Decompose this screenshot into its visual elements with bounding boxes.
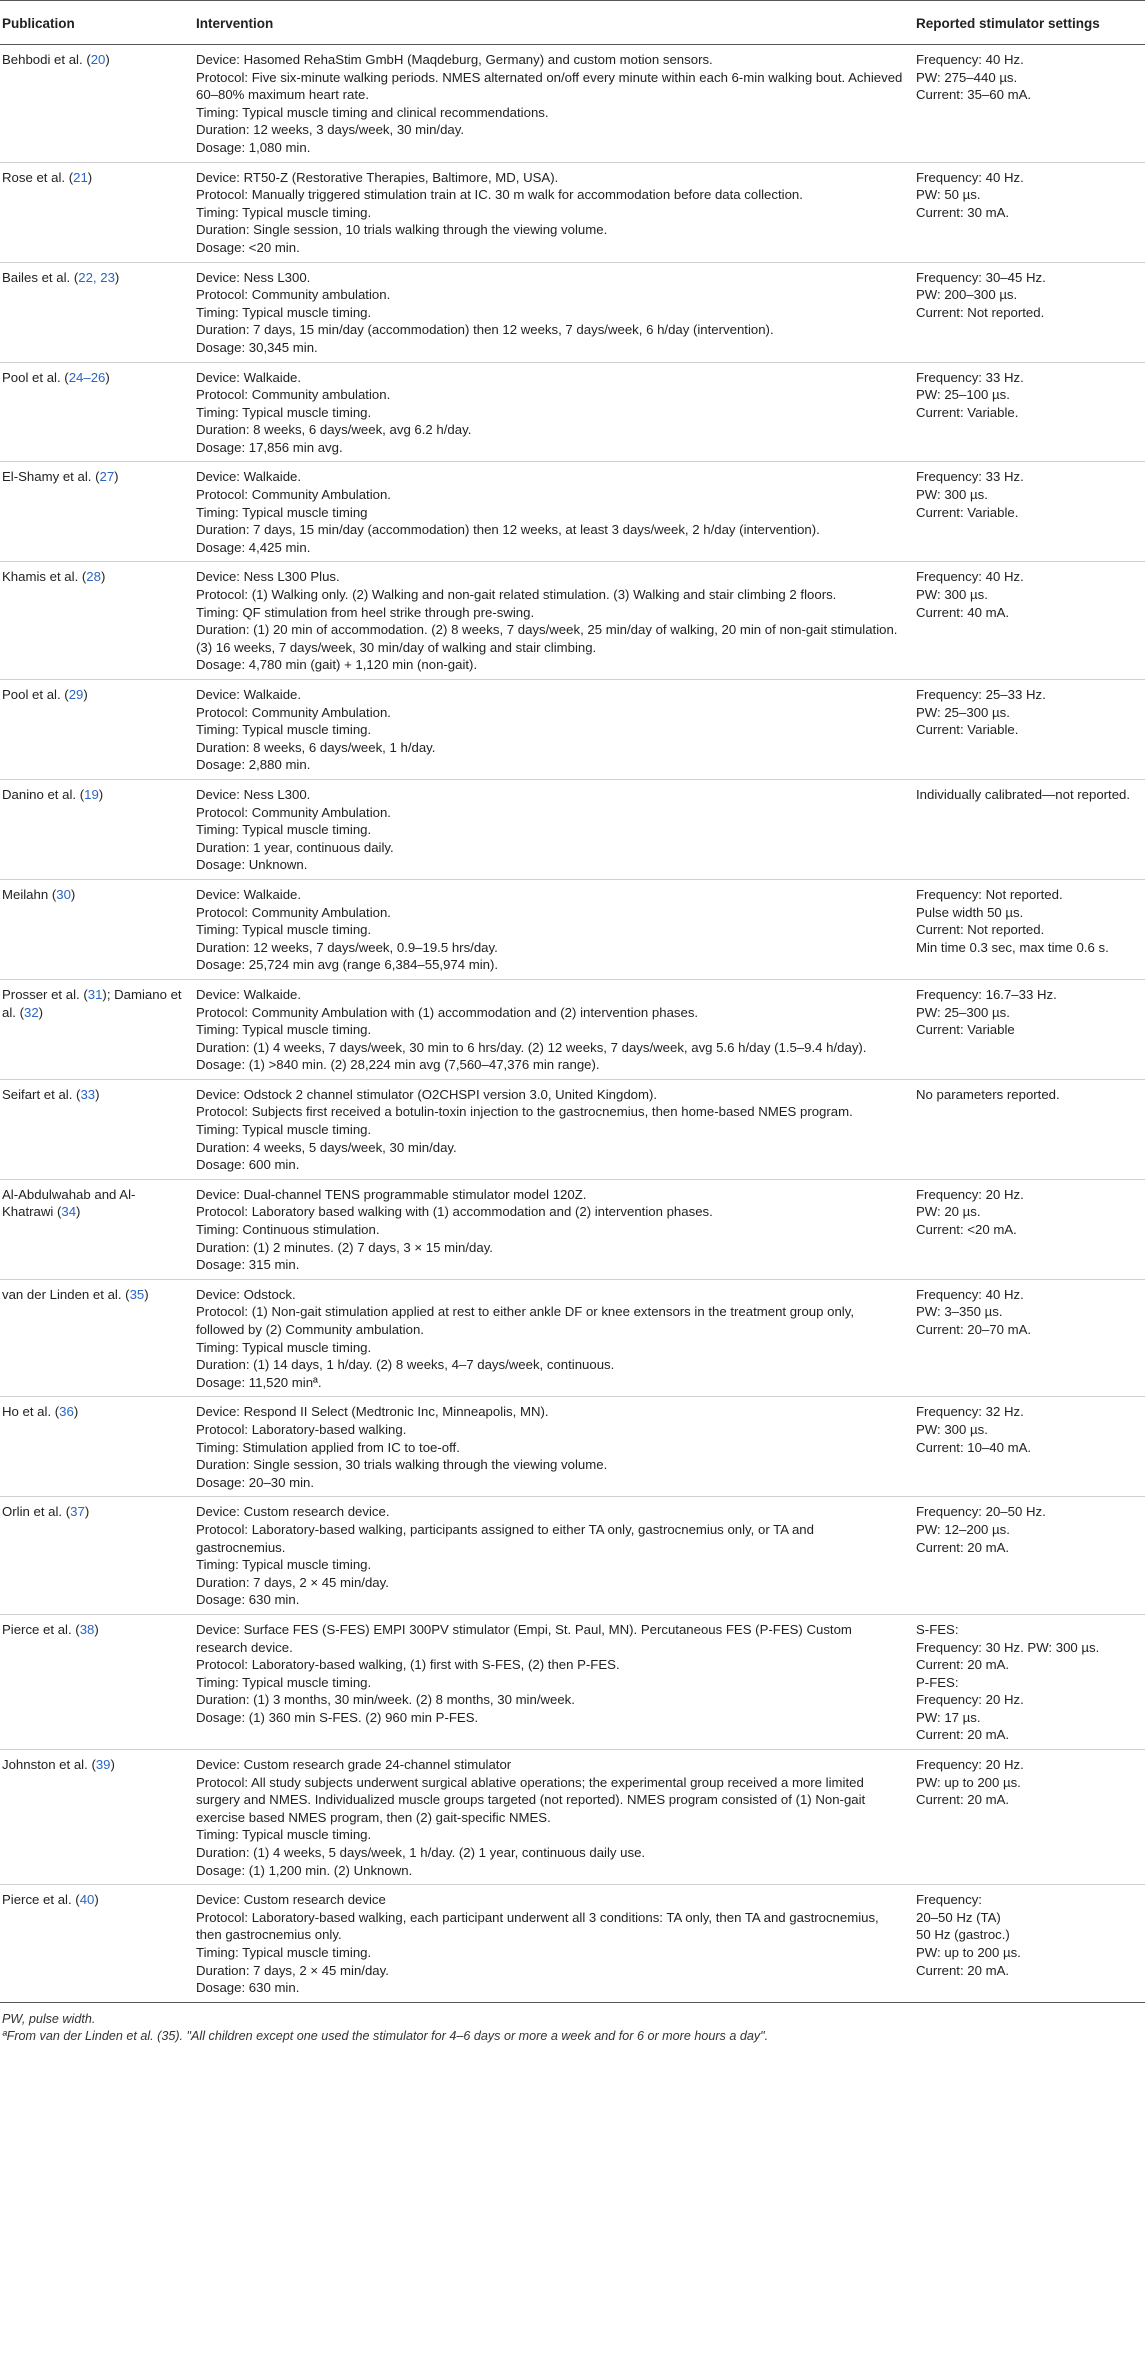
intervention-line: Timing: Typical muscle timing. — [196, 1557, 372, 1573]
intervention-line: Protocol: Community Ambulation. — [196, 704, 391, 720]
intervention-line: Timing: Typical muscle timing. — [196, 822, 372, 838]
settings-line: PW: 25–100 µs. — [916, 387, 1010, 403]
publication-text: Pool et al. ( — [2, 687, 69, 702]
intervention-line: Duration: (1) 4 weeks, 7 days/week, 30 min to 6 hrs/day. (2) 12 weeks, 7 days/week, avg 5.6 h/day (1.5–9.4 h/day). — [196, 1039, 867, 1055]
reference-link[interactable]: 35 — [129, 1286, 145, 1302]
cell-intervention — [194, 362, 914, 462]
settings-line: PW: 3–350 µs. — [916, 1304, 1003, 1320]
intervention-line: Dosage: Unknown. — [196, 857, 308, 873]
settings-line: Frequency: 40 Hz. — [916, 569, 1024, 585]
intervention-line: Device: Ness L300. — [196, 269, 311, 285]
table-row — [0, 562, 1145, 680]
reference-link[interactable]: 19 — [84, 786, 99, 802]
cell-publication — [0, 1397, 194, 1497]
publication-text: Pierce et al. ( — [2, 1892, 80, 1908]
publication-text: ) — [76, 1204, 81, 1220]
intervention-line: Protocol: Laboratory-based walking, participants assigned to either TA only, gastrocnemius only, or TA and gastrocnemius. — [196, 1521, 814, 1555]
cell-intervention — [194, 262, 914, 362]
settings-line: Frequency: 25–33 Hz. — [916, 687, 1046, 702]
cell-publication — [0, 1497, 194, 1615]
settings-line: Current: 40 mA. — [916, 604, 1010, 620]
table-footnotes — [0, 2003, 1145, 2045]
header-row — [0, 1, 1145, 45]
publication-text: Al-Abdulwahab and Al-Khatrawi ( — [2, 1186, 136, 1220]
intervention-line: Timing: Continuous stimulation. — [196, 1222, 380, 1238]
cell-settings — [914, 680, 1145, 780]
intervention-line: Duration: (1) 4 weeks, 5 days/week, 1 h/day. (2) 1 year, continuous daily use. — [196, 1845, 646, 1861]
publication-text: Khamis et al. ( — [2, 569, 87, 585]
intervention-line: Timing: Typical muscle timing. — [196, 1945, 372, 1960]
intervention-line: Duration: 8 weeks, 6 days/week, avg 6.2 h/day. — [196, 422, 472, 438]
intervention-line: Device: Surface FES (S-FES) EMPI 300PV stimulator (Empi, St. Paul, MN). Percutaneous FES (P-FES) Custom research device. — [196, 1621, 852, 1655]
intervention-line: Device: RT50-Z (Restorative Therapies, Baltimore, MD, USA). — [196, 169, 559, 185]
cell-publication — [0, 262, 194, 362]
settings-line: PW: up to 200 µs. — [916, 1945, 1021, 1960]
intervention-line: Device: Odstock 2 channel stimulator (O2CHSPI version 3.0, United Kingdom). — [196, 1086, 658, 1102]
cell-intervention — [194, 562, 914, 680]
cell-publication — [0, 680, 194, 780]
intervention-line: Protocol: Subjects first received a botulin-toxin injection to the gastrocnemius, then home-based NMES program. — [196, 1104, 853, 1120]
publication-text: van der Linden et al. ( — [2, 1286, 130, 1302]
intervention-line: Duration: 7 days, 15 min/day (accommodation) then 12 weeks, 7 days/week, 6 h/day (intervention). — [196, 322, 774, 338]
settings-line: Individually calibrated—not reported. — [916, 786, 1131, 802]
reference-link[interactable]: 31 — [87, 986, 103, 1002]
intervention-line: Timing: Typical muscle timing. — [196, 1339, 372, 1355]
cell-intervention — [194, 879, 914, 979]
cell-publication — [0, 1750, 194, 1885]
table-row — [0, 45, 1145, 163]
intervention-line: Protocol: Manually triggered stimulation train at IC. 30 m walk for accommodation before data collection. — [196, 187, 803, 203]
settings-line: PW: 25–300 µs. — [916, 704, 1010, 720]
intervention-line: Duration: Single session, 30 trials walking through the viewing volume. — [196, 1457, 608, 1473]
table-row — [0, 1885, 1145, 2003]
publication-text: Prosser et al. ( — [2, 986, 88, 1002]
reference-link[interactable]: 27 — [99, 469, 115, 485]
intervention-line: Timing: Typical muscle timing. — [196, 304, 372, 320]
intervention-line: Timing: Typical muscle timing. — [196, 1827, 372, 1843]
cell-publication — [0, 779, 194, 879]
table-row — [0, 262, 1145, 362]
publication-text: ) — [84, 1504, 90, 1520]
cell-publication — [0, 462, 194, 562]
intervention-line: Timing: Stimulation applied from IC to toe-off. — [196, 1439, 460, 1455]
settings-line: PW: 12–200 µs. — [916, 1521, 1010, 1537]
reference-link[interactable]: 30 — [56, 886, 71, 902]
cell-intervention — [194, 1079, 914, 1179]
intervention-line: Timing: Typical muscle timing. — [196, 722, 372, 738]
settings-line: Current: <20 mA. — [916, 1222, 1017, 1238]
table-row — [0, 979, 1145, 1079]
table-row — [0, 1179, 1145, 1279]
settings-line: Current: Not reported. — [916, 922, 1045, 938]
settings-line: Frequency: 40 Hz. — [916, 169, 1024, 185]
intervention-line: Dosage: 4,780 min (gait) + 1,120 min (non-gait). — [196, 657, 478, 673]
intervention-line: Timing: Typical muscle timing. — [196, 204, 372, 220]
header-publication: Publication — [0, 1, 194, 45]
cell-intervention — [194, 462, 914, 562]
intervention-line: Device: Dual-channel TENS programmable stimulator model 120Z. — [196, 1186, 587, 1202]
intervention-line: Dosage: 17,856 min avg. — [196, 439, 343, 455]
intervention-line: Timing: QF stimulation from heel strike through pre-swing. — [196, 604, 535, 620]
table-row — [0, 1397, 1145, 1497]
publication-text: Bailes et al. ( — [2, 269, 79, 285]
intervention-line: Device: Respond II Select (Medtronic Inc, Minneapolis, MN). — [196, 1404, 549, 1420]
intervention-line: Dosage: 315 min. — [196, 1257, 300, 1273]
settings-line: Frequency: 33 Hz. — [916, 469, 1024, 485]
publication-text: Danino et al. ( — [2, 786, 85, 802]
settings-line: S-FES: — [916, 1621, 959, 1637]
settings-line: No parameters reported. — [916, 1086, 1060, 1102]
intervention-line: Duration: 7 days, 2 × 45 min/day. — [196, 1574, 389, 1590]
cell-intervention — [194, 1279, 914, 1397]
intervention-line: Protocol: Community Ambulation with (1) accommodation and (2) intervention phases. — [196, 1004, 699, 1020]
publication-text: El-Shamy et al. ( — [2, 469, 100, 485]
publication-text: ) — [144, 1286, 149, 1302]
intervention-line: Duration: 4 weeks, 5 days/week, 30 min/day. — [196, 1139, 457, 1155]
intervention-line: Protocol: Community Ambulation. — [196, 904, 391, 920]
cell-settings — [914, 1279, 1145, 1397]
publication-text: ) — [83, 687, 88, 702]
cell-publication — [0, 1079, 194, 1179]
cell-publication — [0, 879, 194, 979]
intervention-line: Timing: Typical muscle timing. — [196, 1022, 372, 1038]
cell-settings — [914, 1079, 1145, 1179]
settings-line: Current: 10–40 mA. — [916, 1439, 1032, 1455]
publication-text: ) — [94, 1621, 99, 1637]
intervention-line: Duration: 7 days, 2 × 45 min/day. — [196, 1962, 389, 1978]
settings-line: Frequency: 20 Hz. — [916, 1186, 1024, 1202]
intervention-line: Dosage: (1) 360 min S-FES. (2) 960 min P-FES. — [196, 1709, 479, 1725]
reference-link[interactable]: 34 — [61, 1204, 77, 1220]
intervention-line: Protocol: Five six-minute walking periods. NMES alternated on/off every minute within each 6-min walking bout. Achieved 60–80% maximum heart rate. — [196, 69, 903, 103]
intervention-line: Device: Custom research grade 24-channel stimulator — [196, 1757, 512, 1773]
cell-settings — [914, 362, 1145, 462]
settings-line: Current: 20 mA. — [916, 1657, 1010, 1673]
table-row — [0, 680, 1145, 780]
reference-link[interactable]: 38 — [79, 1621, 95, 1637]
intervention-line: Dosage: 1,080 min. — [196, 139, 311, 155]
settings-line: PW: 300 µs. — [916, 1421, 988, 1437]
publication-text: ) — [94, 1892, 99, 1908]
cell-intervention — [194, 162, 914, 262]
settings-line: Current: Not reported. — [916, 304, 1045, 320]
intervention-line: Duration: 12 weeks, 7 days/week, 0.9–19.5 hrs/day. — [196, 939, 498, 955]
publication-text: ) — [110, 1757, 115, 1773]
reference-link[interactable]: 40 — [79, 1892, 95, 1908]
settings-line: Current: 20 mA. — [916, 1792, 1010, 1808]
settings-line: Current: 35–60 mA. — [916, 87, 1032, 103]
publication-text: Johnston et al. ( — [2, 1757, 96, 1773]
settings-line: Frequency: 40 Hz. — [916, 52, 1024, 67]
intervention-line: Protocol: All study subjects underwent surgical ablative operations; the experimental group received a more limited surgery and NMES. Individualized muscle groups targeted (not reported). NMES program consisted of (1) Non-gait exercise based NMES program, then (2) gait-specific NMES. — [196, 1774, 866, 1825]
publication-text: Pool et al. ( — [2, 369, 69, 385]
settings-line: Current: Variable. — [916, 404, 1019, 420]
cell-intervention — [194, 1885, 914, 2003]
settings-line: PW: 200–300 µs. — [916, 287, 1018, 303]
table-body — [0, 45, 1145, 2003]
cell-intervention — [194, 45, 914, 163]
intervention-line: Duration: (1) 3 months, 30 min/week. (2) 8 months, 30 min/week. — [196, 1692, 575, 1708]
settings-line: Frequency: 40 Hz. — [916, 1286, 1024, 1302]
publication-text: Ho et al. ( — [2, 1404, 60, 1420]
table-row — [0, 462, 1145, 562]
intervention-line: Dosage: <20 min. — [196, 239, 300, 255]
table-row — [0, 1614, 1145, 1749]
publication-text: ) — [87, 169, 93, 185]
cell-settings — [914, 1179, 1145, 1279]
intervention-line: Timing: Typical muscle timing and clinical recommendations. — [196, 104, 549, 120]
publication-text: ) — [114, 269, 120, 285]
intervention-line: Dosage: (1) >840 min. (2) 28,224 min avg (7,560–47,376 min range). — [196, 1057, 600, 1073]
settings-line: Frequency: 32 Hz. — [916, 1404, 1024, 1420]
settings-line: Current: Variable. — [916, 722, 1019, 738]
settings-line: PW: 300 µs. — [916, 587, 988, 603]
reference-link[interactable]: 32 — [23, 1004, 39, 1020]
settings-line: Current: 20–70 mA. — [916, 1322, 1032, 1337]
publication-text: Seifart et al. ( — [2, 1086, 81, 1102]
settings-line: Frequency: 16.7–33 Hz. — [916, 986, 1057, 1002]
publication-text: ) — [95, 1086, 100, 1102]
cell-intervention — [194, 979, 914, 1079]
intervention-line: Duration: 8 weeks, 6 days/week, 1 h/day. — [196, 739, 436, 755]
settings-line: Frequency: 33 Hz. — [916, 369, 1024, 385]
intervention-line: Duration: (1) 2 minutes. (2) 7 days, 3 × 15 min/day. — [196, 1239, 493, 1255]
settings-line: Current: 20 mA. — [916, 1962, 1010, 1978]
settings-line: Current: 20 mA. — [916, 1539, 1010, 1555]
intervention-line: Timing: Typical muscle timing. — [196, 404, 372, 420]
publication-text: ) — [105, 52, 110, 67]
table-row — [0, 1750, 1145, 1885]
reference-link[interactable]: 33 — [80, 1086, 96, 1102]
publication-text: Behbodi et al. ( — [2, 52, 91, 67]
reference-link[interactable]: 37 — [70, 1504, 85, 1520]
intervention-line: Dosage: 630 min. — [196, 1980, 300, 1996]
intervention-line: Dosage: 4,425 min. — [196, 539, 311, 555]
intervention-line: Timing: Typical muscle timing — [196, 504, 368, 520]
cell-settings — [914, 462, 1145, 562]
settings-line: PW: 17 µs. — [916, 1709, 981, 1725]
cell-publication — [0, 979, 194, 1079]
settings-line: Frequency: 20 Hz. — [916, 1757, 1024, 1773]
cell-publication — [0, 362, 194, 462]
cell-settings — [914, 262, 1145, 362]
intervention-line: Dosage: 2,880 min. — [196, 757, 311, 773]
intervention-line: Dosage: 600 min. — [196, 1157, 300, 1173]
intervention-line: Device: Walkaide. — [196, 886, 302, 902]
intervention-line: Dosage: 30,345 min. — [196, 339, 318, 355]
intervention-line: Protocol: Community Ambulation. — [196, 487, 391, 503]
settings-line: PW: up to 200 µs. — [916, 1774, 1021, 1790]
intervention-line: Timing: Typical muscle timing. — [196, 922, 372, 938]
reference-link[interactable]: 28 — [86, 569, 101, 585]
settings-line: Frequency: 20 Hz. — [916, 1692, 1024, 1708]
cell-settings — [914, 1885, 1145, 2003]
table-row — [0, 162, 1145, 262]
settings-line: P-FES: — [916, 1674, 959, 1690]
publication-text: Meilahn ( — [2, 886, 57, 902]
footnote-pw: PW, pulse width. — [2, 2011, 96, 2026]
reference-link[interactable]: 36 — [59, 1404, 74, 1420]
settings-line: PW: 50 µs. — [916, 187, 981, 203]
intervention-line: Dosage: 11,520 minª. — [196, 1374, 322, 1390]
intervention-line: Duration: (1) 20 min of accommodation. (2) 8 weeks, 7 days/week, 25 min/day of walking, 20 min of non-gait stimulation. (3) 16 weeks, 7 days/week, 30 min/day of walking and stair climbing. — [196, 622, 898, 655]
table-row — [0, 362, 1145, 462]
publication-text: ) — [38, 1004, 44, 1020]
intervention-line: Duration: 1 year, continuous daily. — [196, 839, 394, 855]
reference-link[interactable]: 39 — [95, 1757, 111, 1773]
table-row — [0, 779, 1145, 879]
intervention-line: Device: Odstock. — [196, 1286, 296, 1302]
settings-line: Current: 30 mA. — [916, 204, 1010, 220]
intervention-line: Device: Hasomed RehaStim GmbH (Maqdeburg, Germany) and custom motion sensors. — [196, 52, 713, 67]
publication-text: ) — [105, 369, 110, 385]
header-intervention: Intervention — [194, 1, 914, 45]
settings-line: Frequency: 30–45 Hz. — [916, 269, 1046, 285]
reference-link[interactable]: 22, 23 — [78, 269, 115, 285]
intervention-line: Timing: Typical muscle timing. — [196, 1674, 372, 1690]
intervention-line: Dosage: 20–30 min. — [196, 1474, 315, 1490]
settings-line: Current: 20 mA. — [916, 1727, 1010, 1743]
settings-line: PW: 300 µs. — [916, 487, 988, 503]
cell-intervention — [194, 1750, 914, 1885]
cell-settings — [914, 562, 1145, 680]
intervention-line: Protocol: (1) Walking only. (2) Walking and non-gait related stimulation. (3) Walking and stair climbing 2 floors. — [196, 587, 837, 603]
cell-intervention — [194, 1614, 914, 1749]
intervention-line: Device: Ness L300. — [196, 786, 311, 802]
cell-publication — [0, 162, 194, 262]
publication-text: Orlin et al. ( — [2, 1504, 71, 1520]
cell-intervention — [194, 1397, 914, 1497]
intervention-line: Duration: 12 weeks, 3 days/week, 30 min/day. — [196, 122, 465, 138]
intervention-line: Timing: Typical muscle timing. — [196, 1122, 372, 1138]
settings-line: 50 Hz (gastroc.) — [916, 1927, 1010, 1943]
cell-intervention — [194, 779, 914, 879]
intervention-line: Protocol: Community Ambulation. — [196, 804, 391, 820]
cell-settings — [914, 45, 1145, 163]
intervention-line: Device: Walkaide. — [196, 986, 302, 1002]
intervention-line: Duration: (1) 14 days, 1 h/day. (2) 8 weeks, 4–7 days/week, continuous. — [196, 1357, 615, 1373]
settings-line: Frequency: Not reported. — [916, 886, 1063, 902]
intervention-line: Device: Custom research device. — [196, 1504, 390, 1520]
cell-settings — [914, 1397, 1145, 1497]
cell-publication — [0, 562, 194, 680]
cell-settings — [914, 1497, 1145, 1615]
intervention-line: Device: Ness L300 Plus. — [196, 569, 340, 585]
footnote-a: ªFrom van der Linden et al. (35). "All children except one used the stimulator for 4–6 days or more a week and for 6 or more hours a day". — [2, 2028, 769, 2043]
intervention-line: Device: Walkaide. — [196, 369, 302, 385]
reference-link[interactable]: 29 — [68, 687, 84, 702]
table-row — [0, 1497, 1145, 1615]
intervention-line: Protocol: Laboratory-based walking, each participant underwent all 3 conditions: TA only, then TA and gastrocnemius, then gastrocnemius only. — [196, 1909, 879, 1943]
intervention-line: Duration: 7 days, 15 min/day (accommodation) then 12 weeks, at least 3 days/week, 2 h/day (intervention). — [196, 522, 820, 538]
publication-text: ); Damiano et al. ( — [2, 986, 182, 1020]
table-row — [0, 1279, 1145, 1397]
intervention-line: Protocol: Laboratory-based walking. — [196, 1421, 407, 1437]
settings-line: 20–50 Hz (TA) — [916, 1909, 1001, 1925]
settings-line: Current: Variable — [916, 1022, 1015, 1038]
intervention-line: Protocol: (1) Non-gait stimulation applied at rest to either ankle DF or knee extensors in the treatment group only, followed by (2) Community ambulation. — [196, 1304, 854, 1337]
cell-settings — [914, 1614, 1145, 1749]
settings-line: PW: 25–300 µs. — [916, 1004, 1010, 1020]
cell-settings — [914, 779, 1145, 879]
settings-line: PW: 20 µs. — [916, 1204, 981, 1220]
publication-text: Pierce et al. ( — [2, 1621, 80, 1637]
settings-line: Frequency: 30 Hz. PW: 300 µs. — [916, 1639, 1100, 1655]
cell-settings — [914, 979, 1145, 1079]
cell-settings — [914, 162, 1145, 262]
intervention-line: Device: Walkaide. — [196, 687, 302, 702]
cell-intervention — [194, 1179, 914, 1279]
reference-link[interactable]: 21 — [73, 169, 88, 185]
intervention-line: Device: Walkaide. — [196, 469, 302, 485]
cell-intervention — [194, 1497, 914, 1615]
intervention-line: Dosage: 25,724 min avg (range 6,384–55,974 min). — [196, 957, 499, 973]
intervention-line: Protocol: Community ambulation. — [196, 287, 391, 303]
table-row — [0, 1079, 1145, 1179]
publication-text: ) — [73, 1404, 79, 1420]
publication-text: ) — [100, 569, 106, 585]
intervention-line: Dosage: (1) 1,200 min. (2) Unknown. — [196, 1862, 413, 1878]
settings-line: Min time 0.3 sec, max time 0.6 s. — [916, 939, 1109, 955]
table-row — [0, 879, 1145, 979]
publication-text: ) — [114, 469, 119, 485]
intervention-line: Device: Custom research device — [196, 1892, 386, 1908]
settings-line: Frequency: 20–50 Hz. — [916, 1504, 1046, 1520]
reference-link[interactable]: 20 — [90, 52, 106, 67]
settings-line: Current: Variable. — [916, 504, 1019, 520]
header-settings: Reported stimulator settings — [914, 1, 1145, 45]
intervention-line: Protocol: Laboratory-based walking, (1) first with S-FES, (2) then P-FES. — [196, 1657, 620, 1673]
cell-settings — [914, 879, 1145, 979]
settings-line: Frequency: — [916, 1892, 982, 1908]
publication-text: ) — [98, 786, 104, 802]
reference-link[interactable]: 24–26 — [68, 369, 106, 385]
intervention-line: Protocol: Laboratory based walking with (1) accommodation and (2) intervention phases. — [196, 1204, 713, 1220]
publication-text: Rose et al. ( — [2, 169, 74, 185]
cell-publication — [0, 1614, 194, 1749]
intervention-line: Duration: Single session, 10 trials walking through the viewing volume. — [196, 222, 608, 238]
settings-line: PW: 275–440 µs. — [916, 69, 1018, 85]
cell-publication — [0, 45, 194, 163]
cell-settings — [914, 1750, 1145, 1885]
publication-text: ) — [70, 886, 76, 902]
intervention-line: Protocol: Community ambulation. — [196, 387, 391, 403]
intervention-line: Dosage: 630 min. — [196, 1592, 300, 1608]
cell-publication — [0, 1279, 194, 1397]
cell-intervention — [194, 680, 914, 780]
cell-publication — [0, 1885, 194, 2003]
cell-publication — [0, 1179, 194, 1279]
settings-line: Pulse width 50 µs. — [916, 904, 1024, 920]
